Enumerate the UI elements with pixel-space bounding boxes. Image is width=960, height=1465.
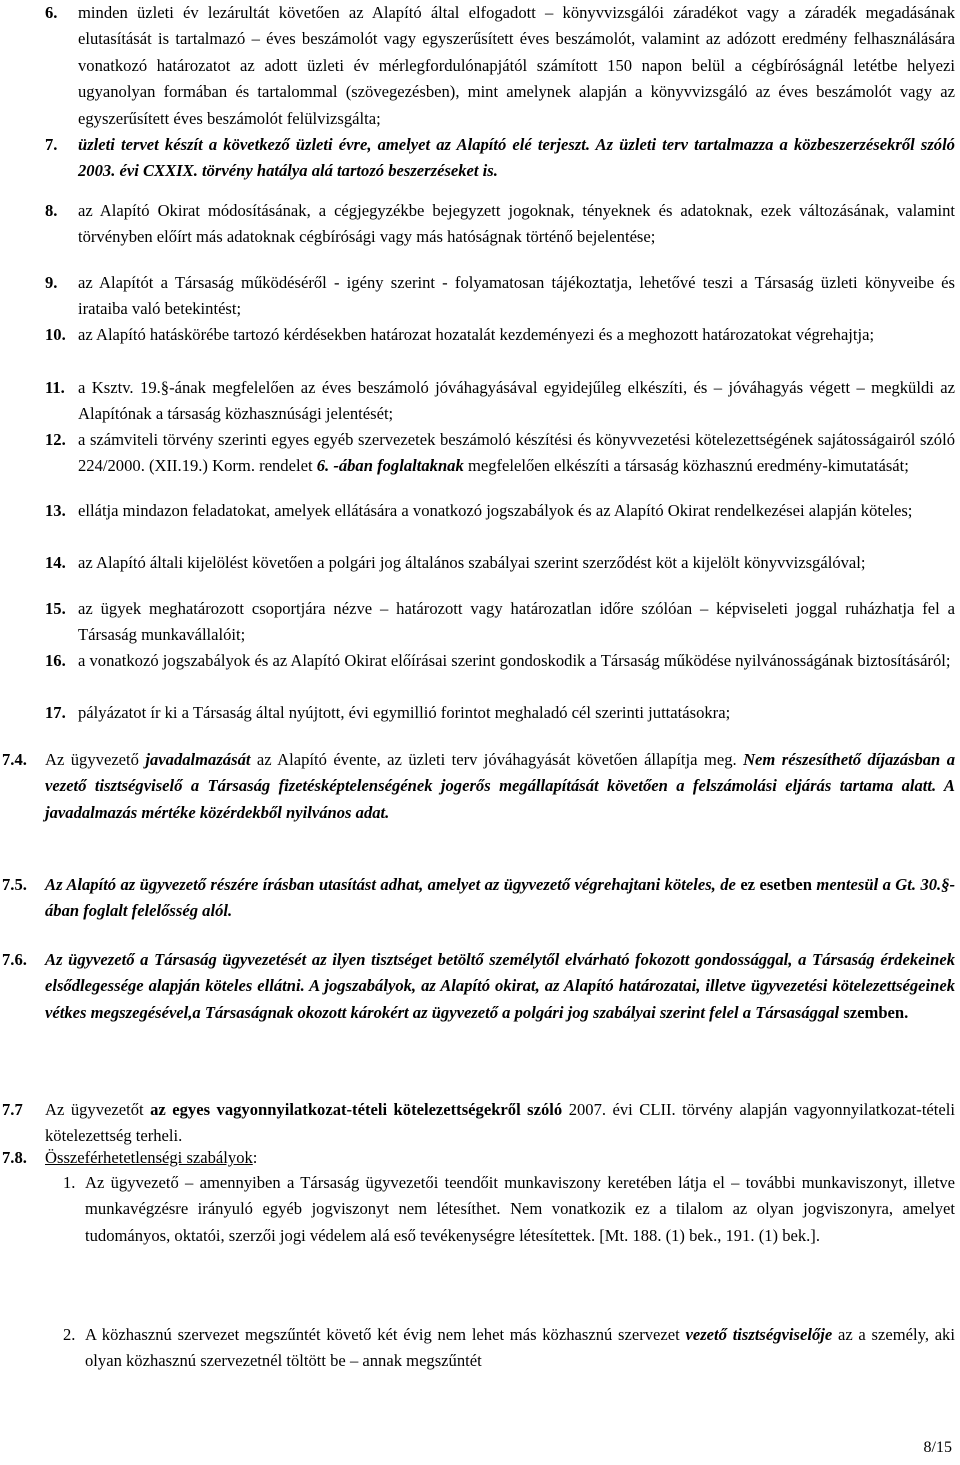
list-item-8: 8. az Alapító Okirat módosításának, a cégjegyzékbe bejegyzett jogoknak, tényeknek és adatoknak, ezek változásának, valamint törvényben előírt más adatoknak cégbírósági vagy más hatóságnak történő bejelentése; [45, 201, 955, 247]
list-item-12: 12. a számviteli törvény szerinti egyes egyéb szervezetek beszámoló készítési és könyvvezetési kötelezettségének sajátosságairól szóló 224/2000. (XII.19.) Korm. rendelet 6. -ában foglaltaknak megfelelően elkészíti a társaság közhasznú eredmény-kimutatását; [45, 430, 955, 476]
list-item-17: 17. pályázatot ír ki a Társaság által nyújtott, évi egymillió forintot meghaladó cél szerinti juttatásokra; [45, 703, 731, 722]
section-7-8: 7.8. Összeférhetetlenségi szabályok: [2, 1148, 258, 1167]
section-7-4: 7.4. Az ügyvezető javadalmazását az Alapító évente, az üzleti terv jóváhagyását követően állapítja meg. Nem részesíthető díjazásban a vezető tisztségviselő a Társaság fizetésképtelenségének jogerős megállapítását követően a felszámolási eljárás tartama alatt. A javadalmazás mértéke közérdekből nyilvános adat. [2, 750, 955, 822]
list-item-10: 10. az Alapító hatáskörébe tartozó kérdésekben határozat hozatalát kezdeményezi és a meghozott határozatokat végrehajtja; [45, 325, 875, 344]
list-item-14: 14. az Alapító általi kijelölést követően a polgári jog általános szabályai szerint szerződést köt a kijelölt könyvvizsgálóval; [45, 553, 866, 572]
section-7-7: 7.7 Az ügyvezetőt az egyes vagyonnyilatkozat-tételi kötelezettségekről szóló 2007. évi CLII. törvény alapján vagyonnyilatkozat-tételi kötelezettség terheli. [2, 1100, 955, 1146]
list-item-15: 15. az ügyek meghatározott csoportjára nézve – határozott vagy határozatlan időre szólóan – képviseleti joggal ruházhatja fel a Társaság munkavállalóit; [45, 599, 955, 645]
sub-item-1: 1. Az ügyvezető – amennyiben a Társaság ügyvezetői teendőit munkaviszony keretében látja el – további munkaviszonyt, illetve munkavégzésre irányuló egyéb jogviszonyt nem létesíthet. Nem vonatkozik ez a tilalom az olyan jogviszonyra, amelyet tudományos, oktatói, szerzői jogi védelem alá eső tevékenységre létesítettek. [Mt. 188. (1) bek., 191. (1) bek.]. [63, 1173, 955, 1245]
section-7-5: 7.5. Az Alapító az ügyvezető részére írásban utasítást adhat, amelyet az ügyvezető végrehajtani köteles, de ez esetben mentesül a Gt. 30.§-ában foglalt felelősség alól. [2, 875, 956, 921]
page-number: 8/15 [923, 1439, 952, 1456]
list-item-7: 7. üzleti tervet készít a következő üzleti évre, amelyet az Alapító elé terjeszt. Az üzleti terv tartalmazza a közbeszerzésekről szóló 2003. évi CXXIX. törvény hatálya alá tartozó beszerzéseket is. [45, 135, 955, 181]
section-7-6: 7.6. Az ügyvezető a Társaság ügyvezetését az ilyen tisztséget betöltő személytől elvárható fokozott gondossággal, a Társaság érdekeinek elsődlegessége alapján köteles ellátni. A jogszabályok, az Alapító okirat, az Alapító határozatai, illetve ügyvezetési kötelezettségeinek vétkes megszegésével,a Társaságnak okozott károkért az ügyvezető a polgári jog szabályai szerint felel a Társasággal szemben. [2, 950, 955, 1022]
list-item-9: 9. az Alapítót a Társaság működéséről - igény szerint - folyamatosan tájékoztatja, lehetővé teszi a Társaság üzleti könyveibe és irataiba való betekintést; [45, 273, 955, 319]
list-item-6: 6. minden üzleti év lezárultát követően az Alapító által elfogadott – könyvvizsgálói záradékot vagy a záradék megadásának elutasítását is tartalmazó – éves beszámolót vagy egyszerűsített éves beszámolót, valamint az adózott eredmény felhasználására vonatkozó határozatot az adott üzleti év mérlegfordulónapjától számított 150 napon belül a cégbíróságnál letétbe helyezi ugyanolyan formában és tartalommal (szövegezésben), mint amelynek alapján a könyvvizsgáló az éves beszámolót vagy az egyszerűsített éves beszámolót felülvizsgálta; [45, 3, 955, 128]
list-item-16: 16. a vonatkozó jogszabályok és az Alapító Okirat előírásai szerint gondoskodik a Társaság működése nyilvánosságának biztosításáról; [45, 651, 951, 670]
list-item-13: 13. ellátja mindazon feladatokat, amelyek ellátására a vonatkozó jogszabályok és az Alapító Okirat rendelkezései alapján köteles; [45, 501, 913, 520]
list-item-11: 11. a Ksztv. 19.§-ának megfelelően az éves beszámoló jóváhagyásával egyidejűleg elkészíti, és – jóváhagyás végett – megküldi az Alapítónak a társaság közhasznúsági jelentését; [45, 378, 956, 424]
sub-item-2: 2. A közhasznú szervezet megszűntét követő két évig nem lehet más közhasznú szervezet vezető tisztségviselője az a személy, aki olyan közhasznú szervezetnél töltött be – annak megszűntét [63, 1325, 955, 1371]
